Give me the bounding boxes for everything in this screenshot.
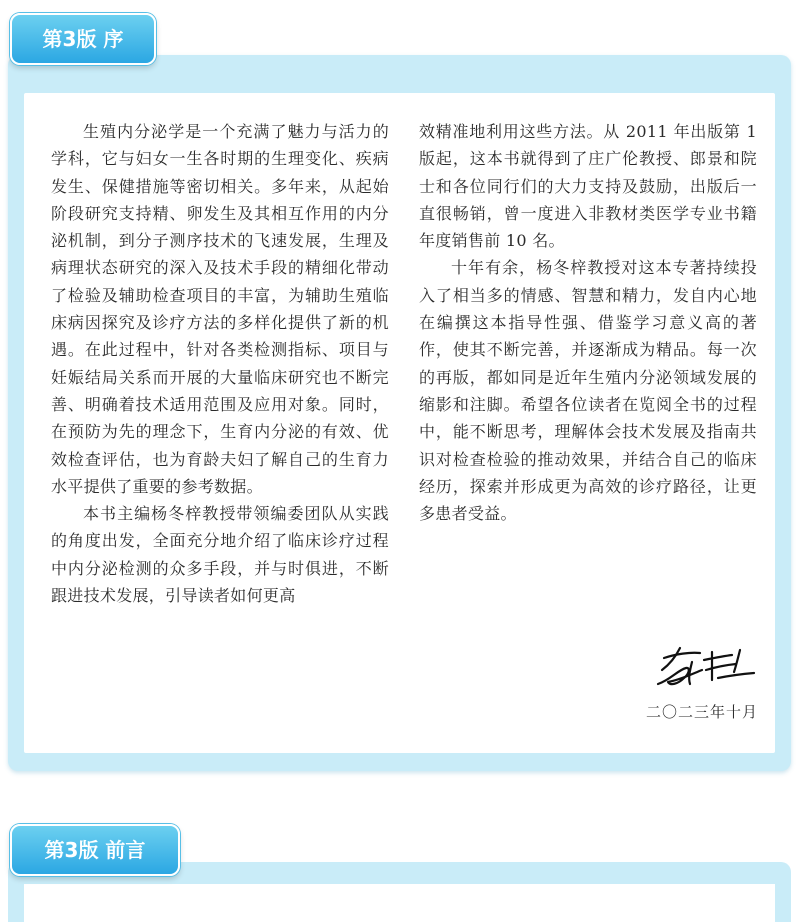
preface-paragraph: 十年有余，杨冬梓教授对这本专著持续投入了相当多的情感、智慧和精力，发自内心地在编撰这本指导性强、借鉴学习意义高的著作，使其不断完善，并逐渐成为精品。每一次的再版，都如同是近年生殖内分泌领域发展的缩影和注脚。希望各位读者在览阅全书的过程中，能不断思考，理解体会技术发展及指南共识对检查检验的推动效果，并结合自己的临床经历，探索并形成更为高效的诊疗路径，让更多患者受益。 [419, 258, 757, 524]
preface-right-column [419, 118, 757, 527]
foreword-page [24, 884, 775, 924]
preface-paragraph: 本书主编杨冬梓教授带领编委团队从实践的角度出发，全面充分地介绍了临床诊疗过程中内分泌检测的众多手段，并与时俱进，不断跟进技术发展，引导读者如何更高 [51, 504, 389, 606]
preface-paragraph: 生殖内分泌学是一个充满了魅力与活力的学科，它与妇女一生各时期的生理变化、疾病发生、保健措施等密切相关。多年来，从起始阶段研究支持精、卵发生及其相互作用的内分泌机制，到分子测序技术的飞速发展，生理及病理状态研究的深入及技术手段的精细化带动了检验及辅助检查项目的丰富，为辅助生殖临床病因探究及诊疗方法的多样化提供了新的机遇。在此过程中，针对各类检测指标、项目与妊娠结局关系而开展的大量临床研究也不断完善、明确着技术适用范围及应用对象。同时，在预防为先的理念下，生育内分泌的有效、优效检查评估，也为育龄夫妇了解自己的生育力水平提供了重要的参考数据。 [51, 122, 389, 496]
handwritten-signature-icon [650, 640, 760, 692]
section-tab-foreword[interactable]: 第3版 前言 [10, 824, 180, 876]
preface-date: 二〇二三年十月 [645, 703, 758, 721]
section-tab-preface[interactable]: 第3版 序 [10, 13, 156, 65]
preface-paragraph: 效精准地利用这些方法。从 2011 年出版第 1 版起，这本书就得到了庄广伦教授、郎景和院士和各位同行们的大力支持及鼓励，出版后一直很畅销，曾一度进入非教材类医学专业书籍年度销售前 10 名。 [419, 122, 757, 251]
preface-left-column [51, 118, 389, 609]
signature [650, 640, 760, 696]
